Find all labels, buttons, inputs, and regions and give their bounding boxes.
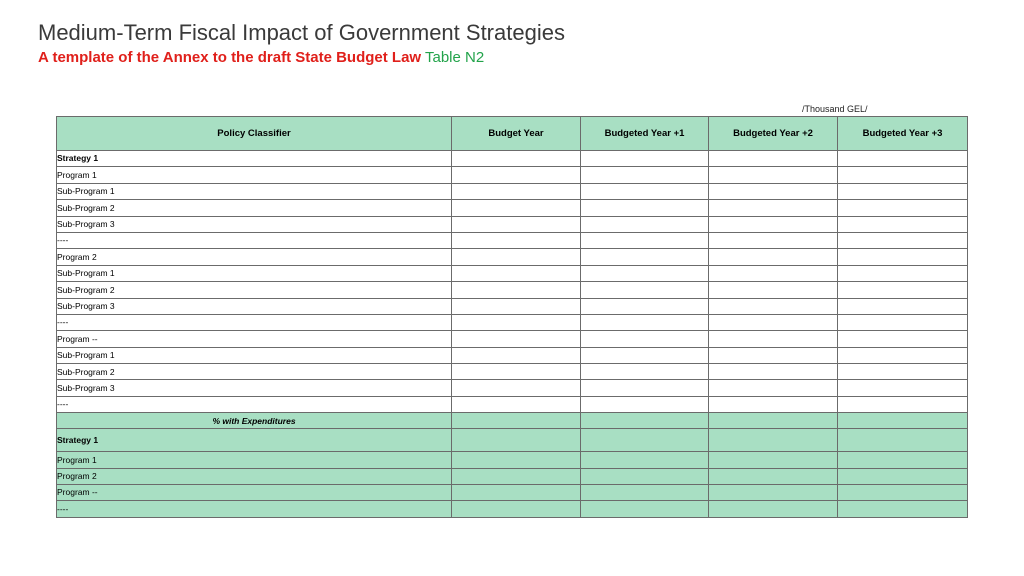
value-cell[interactable] [452,151,581,167]
column-header: Policy Classifier [57,117,452,151]
unit-label: /Thousand GEL/ [802,104,868,114]
value-cell[interactable] [581,167,709,183]
value-cell[interactable] [581,249,709,265]
value-cell[interactable] [838,396,968,412]
value-cell[interactable] [838,232,968,248]
value-cell[interactable] [581,183,709,199]
value-cell[interactable] [581,501,709,517]
value-cell[interactable] [452,396,581,412]
value-cell[interactable] [581,347,709,363]
row-label: ---- [57,314,452,330]
value-cell[interactable] [838,413,968,429]
value-cell[interactable] [452,183,581,199]
value-cell[interactable] [838,452,968,468]
budget-table [56,116,968,518]
value-cell[interactable] [452,232,581,248]
column-header: Budgeted Year +3 [838,117,968,151]
table-row [57,396,968,412]
value-cell[interactable] [452,265,581,281]
row-label: ---- [57,501,452,517]
value-cell[interactable] [452,485,581,501]
row-label: Program 2 [57,249,452,265]
value-cell[interactable] [838,216,968,232]
page-subtitle [38,49,484,66]
value-cell[interactable] [709,331,838,347]
row-label: Sub-Program 2 [57,200,452,216]
value-cell[interactable] [581,314,709,330]
value-cell[interactable] [838,298,968,314]
value-cell[interactable] [581,429,709,452]
value-cell[interactable] [709,364,838,380]
value-cell[interactable] [581,216,709,232]
value-cell[interactable] [709,265,838,281]
table-row [57,167,968,183]
value-cell[interactable] [581,452,709,468]
value-cell[interactable] [709,200,838,216]
value-cell[interactable] [452,452,581,468]
value-cell[interactable] [452,380,581,396]
value-cell[interactable] [709,167,838,183]
strategy-row [57,151,968,167]
value-cell[interactable] [452,331,581,347]
row-label: Sub-Program 1 [57,183,452,199]
value-cell[interactable] [709,282,838,298]
value-cell[interactable] [709,232,838,248]
row-label: ---- [57,396,452,412]
value-cell[interactable] [581,468,709,484]
value-cell[interactable] [452,249,581,265]
value-cell[interactable] [452,501,581,517]
row-label: Sub-Program 1 [57,265,452,281]
value-cell[interactable] [581,485,709,501]
value-cell[interactable] [838,151,968,167]
row-label: Program -- [57,331,452,347]
column-header: Budget Year [452,117,581,151]
value-cell[interactable] [709,413,838,429]
value-cell[interactable] [709,380,838,396]
row-label: Program 1 [57,452,452,468]
row-label: Sub-Program 1 [57,347,452,363]
value-cell[interactable] [709,452,838,468]
value-cell[interactable] [838,183,968,199]
percent-row [57,413,968,429]
table-row [57,232,968,248]
value-cell[interactable] [709,249,838,265]
table-row [57,282,968,298]
table-row [57,249,968,265]
value-cell[interactable] [838,314,968,330]
value-cell[interactable] [581,396,709,412]
value-cell[interactable] [838,429,968,452]
value-cell[interactable] [581,151,709,167]
value-cell[interactable] [709,216,838,232]
value-cell[interactable] [452,298,581,314]
table-row [57,331,968,347]
table-row [57,347,968,363]
value-cell[interactable] [709,485,838,501]
value-cell[interactable] [581,413,709,429]
value-cell[interactable] [452,200,581,216]
subtitle-table-number: Table N2 [425,49,485,66]
value-cell[interactable] [581,200,709,216]
table-row [57,380,968,396]
value-cell[interactable] [581,380,709,396]
value-cell[interactable] [838,167,968,183]
value-cell[interactable] [838,249,968,265]
page-title: Medium-Term Fiscal Impact of Government Strategies [38,20,565,45]
row-label: Program 1 [57,167,452,183]
value-cell[interactable] [709,468,838,484]
value-cell[interactable] [581,282,709,298]
row-label: % with Expenditures [57,413,452,429]
value-cell[interactable] [581,298,709,314]
row-label: Sub-Program 2 [57,364,452,380]
column-header: Budgeted Year +1 [581,117,709,151]
value-cell[interactable] [838,468,968,484]
table-header-row [57,117,968,151]
table-row [57,468,968,484]
value-cell[interactable] [838,200,968,216]
value-cell[interactable] [838,347,968,363]
row-label: Sub-Program 3 [57,216,452,232]
value-cell[interactable] [709,151,838,167]
value-cell[interactable] [709,347,838,363]
table-row [57,200,968,216]
value-cell[interactable] [838,485,968,501]
value-cell[interactable] [581,364,709,380]
subtitle-annex: A template of the Annex to the draft State Budget Law [38,49,422,66]
value-cell[interactable] [581,265,709,281]
value-cell[interactable] [581,331,709,347]
value-cell[interactable] [709,298,838,314]
value-cell[interactable] [838,282,968,298]
row-label: Strategy 1 [57,151,452,167]
value-cell[interactable] [709,429,838,452]
value-cell[interactable] [838,364,968,380]
column-header: Budgeted Year +2 [709,117,838,151]
table-row [57,183,968,199]
value-cell[interactable] [838,331,968,347]
value-cell[interactable] [452,167,581,183]
value-cell[interactable] [709,501,838,517]
value-cell[interactable] [452,347,581,363]
value-cell[interactable] [452,364,581,380]
table-row [57,216,968,232]
value-cell[interactable] [452,216,581,232]
table-row [57,501,968,517]
strategy-row [57,429,968,452]
table-row [57,265,968,281]
row-label: Strategy 1 [57,429,452,452]
value-cell[interactable] [452,429,581,452]
row-label: Program 2 [57,468,452,484]
table-row [57,452,968,468]
value-cell[interactable] [838,501,968,517]
value-cell[interactable] [709,183,838,199]
table-row [57,298,968,314]
row-label: Program -- [57,485,452,501]
value-cell[interactable] [838,265,968,281]
value-cell[interactable] [709,396,838,412]
value-cell[interactable] [452,413,581,429]
row-label: Sub-Program 3 [57,380,452,396]
value-cell[interactable] [838,380,968,396]
value-cell[interactable] [709,314,838,330]
row-label: Sub-Program 2 [57,282,452,298]
value-cell[interactable] [452,314,581,330]
value-cell[interactable] [452,468,581,484]
table-row [57,485,968,501]
value-cell[interactable] [452,282,581,298]
row-label: ---- [57,232,452,248]
table-row [57,364,968,380]
row-label: Sub-Program 3 [57,298,452,314]
value-cell[interactable] [581,232,709,248]
table-row [57,314,968,330]
